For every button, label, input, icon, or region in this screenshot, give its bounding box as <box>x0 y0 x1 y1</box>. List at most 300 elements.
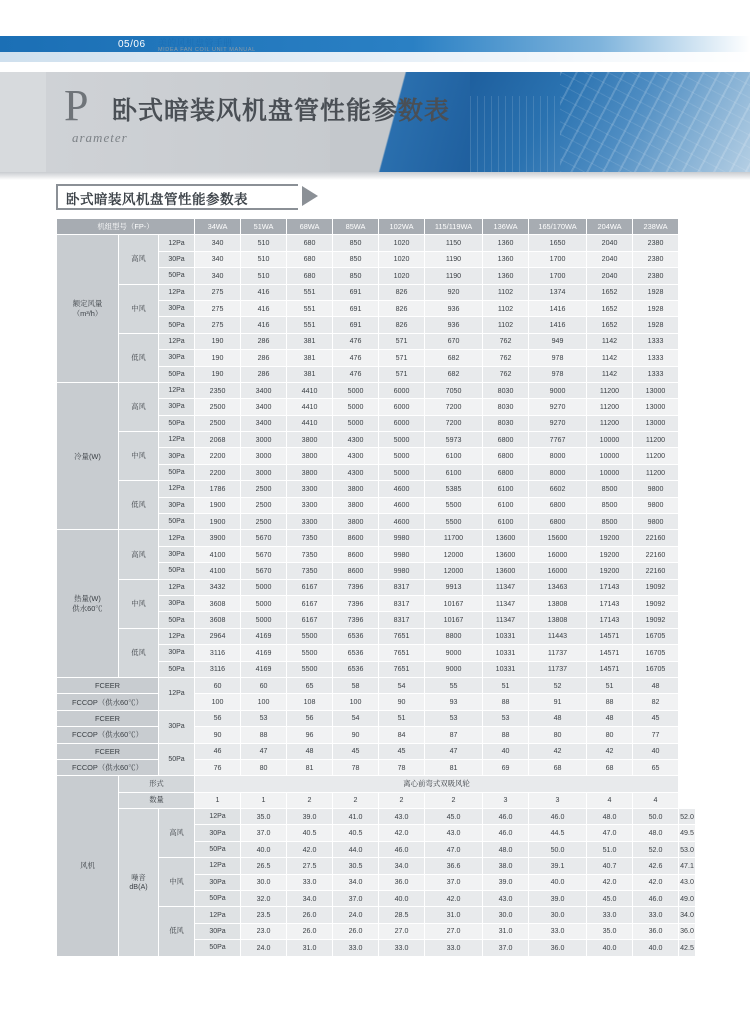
banner-subtitle: arameter <box>72 130 128 145</box>
data-cell: 26.0 <box>287 907 333 923</box>
data-cell: 3 <box>529 792 587 808</box>
pressure-label: 50Pa <box>195 891 241 907</box>
banner-glass-texture <box>560 72 750 172</box>
data-cell: 6100 <box>483 497 529 513</box>
data-cell: 1360 <box>483 251 529 267</box>
data-cell: 10331 <box>483 645 529 661</box>
data-cell: 53 <box>241 710 287 726</box>
data-cell: 26.0 <box>287 923 333 939</box>
data-cell: 42.6 <box>633 858 679 874</box>
data-cell: 47 <box>241 743 287 759</box>
data-cell: 19200 <box>587 546 633 562</box>
pressure-label: 30Pa <box>159 448 195 464</box>
data-cell: 381 <box>287 366 333 382</box>
table-row <box>57 792 696 808</box>
data-cell: 42.0 <box>633 874 679 890</box>
data-cell: 340 <box>195 268 241 284</box>
data-cell: 1333 <box>633 350 679 366</box>
data-cell: 80 <box>587 727 633 743</box>
data-cell: 13000 <box>633 399 679 415</box>
data-cell: 476 <box>333 333 379 349</box>
data-cell: 3900 <box>195 530 241 546</box>
data-cell: 1360 <box>483 235 529 251</box>
data-cell: 17143 <box>587 595 633 611</box>
data-cell: 1142 <box>587 333 633 349</box>
data-cell: 9270 <box>529 399 587 415</box>
data-cell: 6536 <box>333 645 379 661</box>
data-cell: 47.0 <box>587 825 633 841</box>
data-cell: 2500 <box>241 514 287 530</box>
spec-table-wrap <box>56 218 696 957</box>
data-cell: 571 <box>379 333 425 349</box>
data-cell: 978 <box>529 350 587 366</box>
data-cell: 44.5 <box>529 825 587 841</box>
speed-label: 低风 <box>159 907 195 956</box>
data-cell: 1652 <box>587 300 633 316</box>
data-cell: 34.0 <box>287 891 333 907</box>
data-cell: 682 <box>425 350 483 366</box>
table-row <box>57 677 696 693</box>
data-cell: 50.0 <box>529 841 587 857</box>
data-cell: 3800 <box>333 481 379 497</box>
pressure-label: 30Pa <box>159 546 195 562</box>
data-cell: 1020 <box>379 268 425 284</box>
data-cell: 1416 <box>529 300 587 316</box>
data-cell: 8030 <box>483 382 529 398</box>
data-cell: 381 <box>287 333 333 349</box>
data-cell: 1142 <box>587 366 633 382</box>
pressure-label: 50Pa <box>159 514 195 530</box>
data-cell: 11347 <box>483 595 529 611</box>
data-cell: 6167 <box>287 595 333 611</box>
model-header-3: 85WA <box>333 219 379 235</box>
data-cell: 42.5 <box>679 940 696 956</box>
table-row <box>57 382 696 398</box>
section-heading <box>56 184 356 210</box>
data-cell: 2380 <box>633 251 679 267</box>
banner-bottom-shade <box>0 172 750 180</box>
data-cell: 46 <box>195 743 241 759</box>
data-cell: 8000 <box>529 464 587 480</box>
data-cell: 691 <box>333 300 379 316</box>
data-cell: 7350 <box>287 546 333 562</box>
data-cell: 826 <box>379 317 425 333</box>
data-cell: 27.0 <box>379 923 425 939</box>
data-cell: 3400 <box>241 415 287 431</box>
data-cell: 762 <box>483 366 529 382</box>
data-cell: 1700 <box>529 251 587 267</box>
pressure-label: 30Pa <box>159 595 195 611</box>
data-cell: 3400 <box>241 399 287 415</box>
pressure-label: 50Pa <box>159 563 195 579</box>
data-cell: 2380 <box>633 268 679 284</box>
data-cell: 4300 <box>333 464 379 480</box>
data-cell: 27.0 <box>425 923 483 939</box>
data-cell: 5500 <box>287 645 333 661</box>
data-cell: 23.0 <box>241 923 287 939</box>
data-cell: 42.0 <box>425 891 483 907</box>
data-cell: 3800 <box>287 448 333 464</box>
data-cell: 10331 <box>483 661 529 677</box>
model-header-6: 136WA <box>483 219 529 235</box>
data-cell: 6100 <box>483 514 529 530</box>
data-cell: 3000 <box>241 464 287 480</box>
data-cell: 100 <box>195 694 241 710</box>
fan-form-label: 形式 <box>119 776 195 792</box>
table-row <box>57 481 696 497</box>
data-cell: 53 <box>425 710 483 726</box>
data-cell: 762 <box>483 333 529 349</box>
pressure-label: 50Pa <box>159 317 195 333</box>
data-cell: 42.0 <box>287 841 333 857</box>
fan-form-value: 离心前弯式双吸风轮 <box>195 776 679 792</box>
data-cell: 42.0 <box>587 874 633 890</box>
data-cell: 46.0 <box>633 891 679 907</box>
data-cell: 7396 <box>333 595 379 611</box>
data-cell: 2200 <box>195 464 241 480</box>
table-row <box>57 759 696 775</box>
banner-title: 卧式暗装风机盘管性能参数表 <box>112 97 451 125</box>
data-cell: 571 <box>379 350 425 366</box>
data-cell: 39.0 <box>287 809 333 825</box>
data-cell: 45 <box>633 710 679 726</box>
data-cell: 9270 <box>529 415 587 431</box>
data-cell: 7050 <box>425 382 483 398</box>
data-cell: 88 <box>483 727 529 743</box>
data-cell: 43.0 <box>483 891 529 907</box>
data-cell: 4100 <box>195 546 241 562</box>
data-cell: 1700 <box>529 268 587 284</box>
data-cell: 8317 <box>379 595 425 611</box>
pressure-label: 12Pa <box>159 333 195 349</box>
pressure-label: 12Pa <box>159 677 195 710</box>
data-cell: 5500 <box>287 661 333 677</box>
group-label-0: 额定风量 （m³/h） <box>57 235 119 383</box>
data-cell: 48 <box>633 677 679 693</box>
data-cell: 416 <box>241 300 287 316</box>
data-cell: 4300 <box>333 448 379 464</box>
data-cell: 37.0 <box>425 874 483 890</box>
data-cell: 1928 <box>633 284 679 300</box>
data-cell: 33.0 <box>529 923 587 939</box>
data-cell: 34.0 <box>379 858 425 874</box>
pressure-label: 50Pa <box>159 464 195 480</box>
data-cell: 108 <box>287 694 333 710</box>
data-cell: 8500 <box>587 514 633 530</box>
table-header-row <box>57 219 696 235</box>
data-cell: 340 <box>195 251 241 267</box>
data-cell: 53 <box>483 710 529 726</box>
data-cell: 80 <box>241 759 287 775</box>
data-cell: 46.0 <box>379 841 425 857</box>
data-cell: 14571 <box>587 645 633 661</box>
model-header-2: 68WA <box>287 219 333 235</box>
data-cell: 9000 <box>425 645 483 661</box>
data-cell: 476 <box>333 366 379 382</box>
pressure-label: 30Pa <box>159 350 195 366</box>
data-cell: 6000 <box>379 382 425 398</box>
data-cell: 381 <box>287 350 333 366</box>
data-cell: 100 <box>241 694 287 710</box>
data-cell: 1102 <box>483 284 529 300</box>
data-cell: 5500 <box>425 497 483 513</box>
data-cell: 32.0 <box>241 891 287 907</box>
data-cell: 2040 <box>587 251 633 267</box>
data-cell: 2964 <box>195 628 241 644</box>
data-cell: 38.0 <box>483 858 529 874</box>
data-cell: 39.0 <box>483 874 529 890</box>
pressure-label: 30Pa <box>159 251 195 267</box>
data-cell: 17143 <box>587 579 633 595</box>
pressure-label: 30Pa <box>159 300 195 316</box>
data-cell: 10000 <box>587 432 633 448</box>
data-cell: 5670 <box>241 563 287 579</box>
data-cell: 15600 <box>529 530 587 546</box>
table-row <box>57 579 696 595</box>
data-cell: 10167 <box>425 612 483 628</box>
data-cell: 10000 <box>587 448 633 464</box>
data-cell: 26.0 <box>333 923 379 939</box>
data-cell: 40.5 <box>333 825 379 841</box>
data-cell: 48.0 <box>633 825 679 841</box>
data-cell: 9913 <box>425 579 483 595</box>
data-cell: 93 <box>425 694 483 710</box>
data-cell: 8600 <box>333 563 379 579</box>
data-cell: 11200 <box>587 382 633 398</box>
brand-title-en: MIDEA FAN COIL UNIT MANUAL <box>158 47 256 53</box>
data-cell: 4169 <box>241 661 287 677</box>
section-title: 卧式暗装风机盘管性能参数表 <box>66 192 248 207</box>
data-cell: 1142 <box>587 350 633 366</box>
data-cell: 51.0 <box>587 841 633 857</box>
data-cell: 46.0 <box>483 809 529 825</box>
data-cell: 31.0 <box>483 923 529 939</box>
data-cell: 8030 <box>483 399 529 415</box>
data-cell: 8600 <box>333 530 379 546</box>
data-cell: 36.0 <box>633 923 679 939</box>
data-cell: 90 <box>379 694 425 710</box>
data-cell: 80 <box>529 727 587 743</box>
data-cell: 190 <box>195 366 241 382</box>
data-cell: 5000 <box>379 432 425 448</box>
data-cell: 8000 <box>529 448 587 464</box>
data-cell: 7651 <box>379 661 425 677</box>
data-cell: 45 <box>379 743 425 759</box>
data-cell: 4410 <box>287 415 333 431</box>
data-cell: 8600 <box>333 546 379 562</box>
data-cell: 3300 <box>287 514 333 530</box>
data-cell: 40 <box>483 743 529 759</box>
data-cell: 52.0 <box>679 809 696 825</box>
data-cell: 10000 <box>587 464 633 480</box>
data-cell: 2200 <box>195 448 241 464</box>
data-cell: 2500 <box>241 497 287 513</box>
data-cell: 100 <box>333 694 379 710</box>
data-cell: 91 <box>529 694 587 710</box>
pressure-label: 30Pa <box>159 399 195 415</box>
pressure-label: 50Pa <box>195 841 241 857</box>
table-row <box>57 743 696 759</box>
data-cell: 510 <box>241 235 287 251</box>
data-cell: 6536 <box>333 628 379 644</box>
data-cell: 6000 <box>379 399 425 415</box>
data-cell: 551 <box>287 317 333 333</box>
data-cell: 7396 <box>333 579 379 595</box>
data-cell: 48 <box>529 710 587 726</box>
data-cell: 30.0 <box>241 874 287 890</box>
model-header-cell: 机组型号（FP-） <box>57 219 195 235</box>
data-cell: 6000 <box>379 415 425 431</box>
data-cell: 190 <box>195 350 241 366</box>
data-cell: 8800 <box>425 628 483 644</box>
speed-label: 高风 <box>159 809 195 858</box>
pressure-label: 30Pa <box>195 825 241 841</box>
data-cell: 691 <box>333 317 379 333</box>
speed-label: 低风 <box>119 481 159 530</box>
data-cell: 1190 <box>425 268 483 284</box>
data-cell: 11200 <box>633 464 679 480</box>
data-cell: 11347 <box>483 579 529 595</box>
data-cell: 19092 <box>633 579 679 595</box>
data-cell: 40.0 <box>587 940 633 956</box>
speed-label: 低风 <box>119 628 159 677</box>
data-cell: 11200 <box>633 448 679 464</box>
data-cell: 4169 <box>241 645 287 661</box>
data-cell: 40.0 <box>633 940 679 956</box>
speed-label: 高风 <box>119 235 159 284</box>
data-cell: 69 <box>483 759 529 775</box>
data-cell: 10331 <box>483 628 529 644</box>
speed-label: 中风 <box>119 432 159 481</box>
data-cell: 14571 <box>587 661 633 677</box>
data-cell: 1102 <box>483 317 529 333</box>
data-cell: 40.7 <box>587 858 633 874</box>
pressure-label: 50Pa <box>159 415 195 431</box>
data-cell: 87 <box>425 727 483 743</box>
data-cell: 51 <box>483 677 529 693</box>
data-cell: 7396 <box>333 612 379 628</box>
table-row <box>57 628 696 644</box>
data-cell: 340 <box>195 235 241 251</box>
pressure-label: 30Pa <box>159 645 195 661</box>
data-cell: 416 <box>241 317 287 333</box>
data-cell: 54 <box>379 677 425 693</box>
table-row <box>57 333 696 349</box>
data-cell: 36.0 <box>529 940 587 956</box>
data-cell: 37.0 <box>483 940 529 956</box>
fan-noise-label: 噪音 dB(A) <box>119 809 159 957</box>
data-cell: 16000 <box>529 546 587 562</box>
data-cell: 3800 <box>333 514 379 530</box>
data-cell: 48 <box>287 743 333 759</box>
data-cell: 36.0 <box>379 874 425 890</box>
data-cell: 65 <box>633 759 679 775</box>
data-cell: 1150 <box>425 235 483 251</box>
data-cell: 2 <box>333 792 379 808</box>
data-cell: 850 <box>333 235 379 251</box>
data-cell: 9000 <box>529 382 587 398</box>
data-cell: 10167 <box>425 595 483 611</box>
speed-label: 中风 <box>159 858 195 907</box>
data-cell: 12000 <box>425 563 483 579</box>
data-cell: 3116 <box>195 661 241 677</box>
data-cell: 81 <box>287 759 333 775</box>
data-cell: 682 <box>425 366 483 382</box>
data-cell: 7200 <box>425 399 483 415</box>
data-cell: 48.0 <box>483 841 529 857</box>
data-cell: 37.0 <box>241 825 287 841</box>
table-row <box>57 694 696 710</box>
data-cell: 826 <box>379 284 425 300</box>
data-cell: 51 <box>379 710 425 726</box>
data-cell: 936 <box>425 317 483 333</box>
data-cell: 1416 <box>529 317 587 333</box>
data-cell: 30.0 <box>529 907 587 923</box>
data-cell: 11347 <box>483 612 529 628</box>
table-row <box>57 284 696 300</box>
data-cell: 286 <box>241 333 287 349</box>
data-cell: 42 <box>587 743 633 759</box>
data-cell: 3000 <box>241 448 287 464</box>
data-cell: 2 <box>425 792 483 808</box>
data-cell: 7651 <box>379 628 425 644</box>
data-cell: 5000 <box>333 382 379 398</box>
data-cell: 13600 <box>483 530 529 546</box>
data-cell: 45 <box>333 743 379 759</box>
data-cell: 81 <box>425 759 483 775</box>
data-cell: 3300 <box>287 497 333 513</box>
header-blue-bar-light <box>0 52 750 62</box>
data-cell: 680 <box>287 251 333 267</box>
data-cell: 1900 <box>195 514 241 530</box>
speed-label: 高风 <box>119 382 159 431</box>
data-cell: 42 <box>529 743 587 759</box>
pressure-label: 50Pa <box>159 661 195 677</box>
data-cell: 13808 <box>529 612 587 628</box>
data-cell: 52 <box>529 677 587 693</box>
data-cell: 680 <box>287 268 333 284</box>
data-cell: 551 <box>287 284 333 300</box>
model-header-1: 51WA <box>241 219 287 235</box>
efficiency-label: FCCOP（供水60℃） <box>57 727 159 743</box>
pressure-label: 50Pa <box>159 612 195 628</box>
data-cell: 34.0 <box>679 907 696 923</box>
data-cell: 1928 <box>633 300 679 316</box>
data-cell: 3116 <box>195 645 241 661</box>
model-header-0: 34WA <box>195 219 241 235</box>
data-cell: 13000 <box>633 382 679 398</box>
data-cell: 23.5 <box>241 907 287 923</box>
header-blue-bar <box>0 36 750 52</box>
data-cell: 4600 <box>379 514 425 530</box>
data-cell: 78 <box>333 759 379 775</box>
data-cell: 978 <box>529 366 587 382</box>
data-cell: 24.0 <box>333 907 379 923</box>
pressure-label: 12Pa <box>159 579 195 595</box>
data-cell: 510 <box>241 251 287 267</box>
data-cell: 4600 <box>379 497 425 513</box>
data-cell: 275 <box>195 300 241 316</box>
data-cell: 36.0 <box>679 923 696 939</box>
data-cell: 44.0 <box>333 841 379 857</box>
data-cell: 1333 <box>633 333 679 349</box>
data-cell: 4 <box>633 792 679 808</box>
data-cell: 6100 <box>425 448 483 464</box>
data-cell: 1020 <box>379 235 425 251</box>
data-cell: 33.0 <box>425 940 483 956</box>
model-header-4: 102WA <box>379 219 425 235</box>
data-cell: 5670 <box>241 530 287 546</box>
